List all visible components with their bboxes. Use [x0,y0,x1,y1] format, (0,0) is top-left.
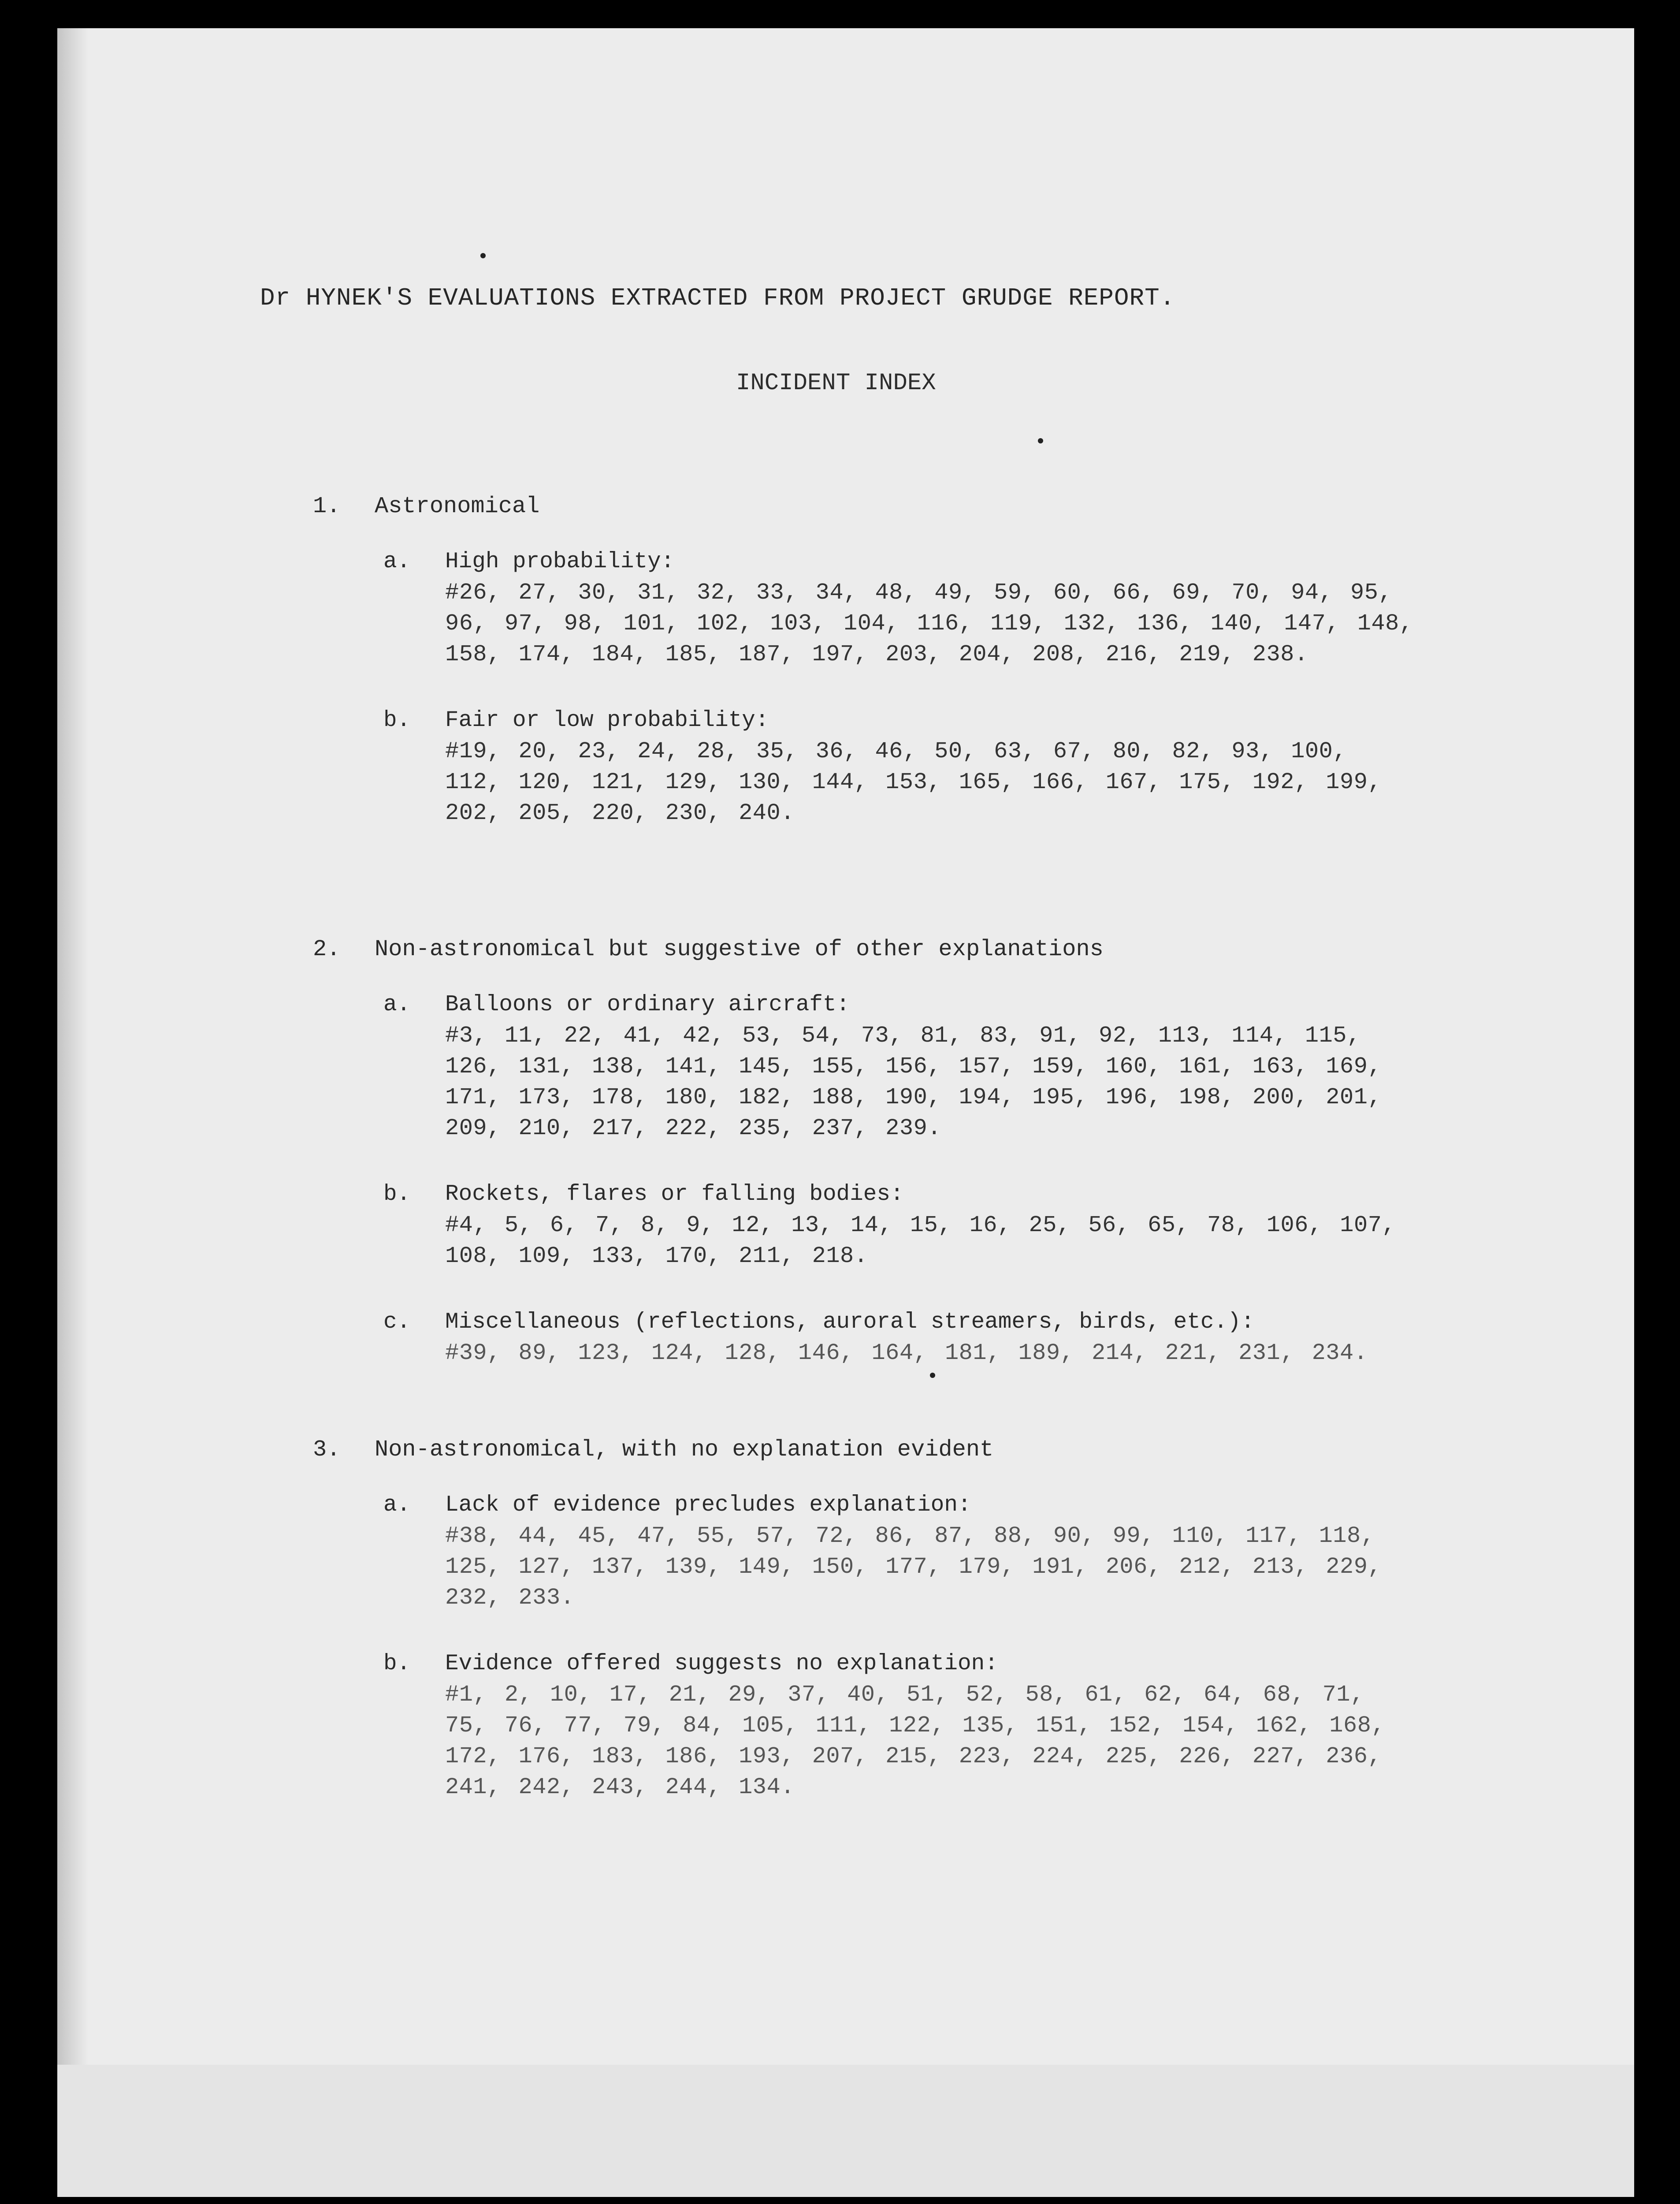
subsection-letter: a. [383,1493,411,1518]
document-page [57,28,1634,2197]
section-heading [313,1434,1634,1465]
subsection-letter: a. [383,549,411,574]
subsection-heading [383,705,1634,736]
incident-number-list: #1, 2, 10, 17, 21, 29, 37, 40, 51, 52, 58, 61, 62, 64, 68, 71, 75, 76, 77, 79, 84, 105, 111, 122, 135, 151, 152, 154, 162, 168, 172, 176, 183, 186, 193, 207, 215, 223, 224, 225, 226, 227, 236, 241, 242, 243, 244, 134. [445,1682,1386,1800]
document-body [57,28,1634,2197]
ink-speck [1038,438,1043,443]
subsection-lack-of-evidence [383,1490,1634,1613]
subsection-title: Lack of evidence precludes explanation: [445,1493,971,1518]
subsection-title: Miscellaneous (reflections, auroral streamers, birds, etc.): [445,1310,1255,1335]
section-title: Astronomical [375,493,540,519]
subsection-letter: a. [383,992,411,1017]
subsection-no-explanation [383,1649,1634,1803]
section-title: Non-astronomical, with no explanation evident [375,1437,994,1463]
incident-number-list: #26, 27, 30, 31, 32, 33, 34, 48, 49, 59, 60, 66, 69, 70, 94, 95, 96, 97, 98, 101, 102, 103, 104, 116, 119, 132, 136, 140, 147, 148, 158, 174, 184, 185, 187, 197, 203, 204, 208, 216, 219, 238. [445,580,1413,667]
subsection-heading [383,990,1634,1020]
subsection-rockets-flares [383,1179,1634,1272]
subsection-letter: c. [383,1310,411,1335]
incident-number-list: #39, 89, 123, 124, 128, 146, 164, 181, 189, 214, 221, 231, 234. [445,1340,1368,1366]
section-heading [313,491,1634,522]
subsection-heading [383,547,1634,577]
section-non-astronomical-unexplained [313,1434,1634,1803]
subsection-heading [383,1490,1634,1521]
subsection-title: Evidence offered suggests no explanation: [445,1651,998,1676]
section-number: 2. [313,936,341,962]
section-number: 1. [313,493,341,519]
subsection-title: Fair or low probability: [445,708,769,733]
ink-speck [480,253,486,258]
subsection-title: High probability: [445,549,675,574]
subsection-high-probability [383,547,1634,670]
section-title: Non-astronomical but suggestive of other explanations [375,936,1104,962]
incident-number-list: #19, 20, 23, 24, 28, 35, 36, 46, 50, 63, 67, 80, 82, 93, 100, 112, 120, 121, 129, 130, 144, 153, 165, 166, 167, 175, 192, 199, 202, 205, 220, 230, 240. [445,738,1382,826]
document-subtitle: INCIDENT INDEX [736,370,936,397]
subsection-letter: b. [383,1651,411,1676]
subsection-heading [383,1179,1634,1210]
incident-number-list: #4, 5, 6, 7, 8, 9, 12, 13, 14, 15, 16, 25, 56, 65, 78, 106, 107, 108, 109, 133, 170, 211, 218. [445,1212,1396,1269]
section-non-astronomical-explained [313,934,1634,1369]
document-title: Dr HYNEK'S EVALUATIONS EXTRACTED FROM PROJECT GRUDGE REPORT. [260,284,1175,312]
section-number: 3. [313,1437,341,1463]
subsection-fair-low-probability [383,705,1634,829]
section-astronomical [313,491,1634,829]
subsection-title: Rockets, flares or falling bodies: [445,1182,904,1207]
subsection-balloons-aircraft [383,990,1634,1144]
incident-number-list: #38, 44, 45, 47, 55, 57, 72, 86, 87, 88, 90, 99, 110, 117, 118, 125, 127, 137, 139, 149, 150, 177, 179, 191, 206, 212, 213, 229, 232, 233. [445,1523,1382,1611]
incident-number-list: #3, 11, 22, 41, 42, 53, 54, 73, 81, 83, 91, 92, 113, 114, 115, 126, 131, 138, 141, 145, 155, 156, 157, 159, 160, 161, 163, 169, 171, 173, 178, 180, 182, 188, 190, 194, 195, 196, 198, 200, 201, 209, 210, 217, 222, 235, 237, 239. [445,1023,1382,1141]
subsection-miscellaneous [383,1307,1634,1369]
subsection-heading [383,1649,1634,1679]
subsection-letter: b. [383,1182,411,1207]
subsection-letter: b. [383,708,411,733]
section-heading [313,934,1634,965]
subsection-heading [383,1307,1634,1338]
subsection-title: Balloons or ordinary aircraft: [445,992,850,1017]
ink-speck [930,1373,935,1378]
